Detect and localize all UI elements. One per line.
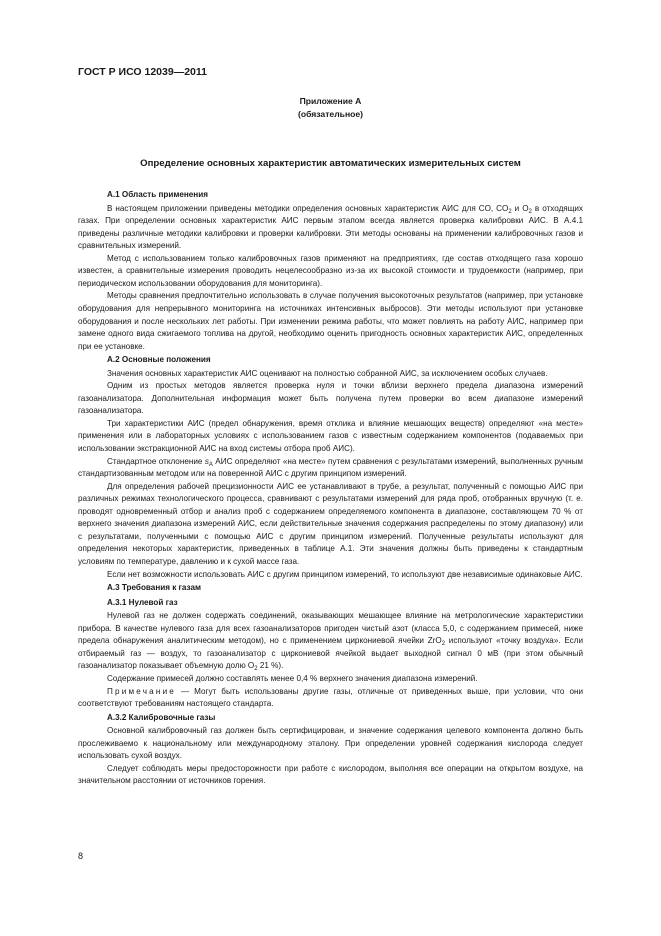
section-a32-paragraph-1: Основной калибровочный газ должен быть сертифицирован, и значение содержания целевого компонента должно быть прослеживаемо к национальному или международному эталону. При определении уровней содержания кислорода следует использовать сухой воздух. (78, 726, 583, 761)
section-a31-paragraph-2: Содержание примесей должно составлять менее 0,4 % верхнего значения диапазона измерений. (107, 673, 478, 683)
section-a2-heading: А.2 Основные положения (107, 355, 211, 365)
section-a3-heading: А.3 Требования к газам (107, 583, 202, 593)
section-a2-paragraph-3: Три характеристики АИС (предел обнаружения, время отклика и влияние мешающих веществ) определяют «на месте» применения или в лабораторных условиях с использованием газов с известным содержанием компонентов (подаваемых при использовании экстракционной АИС на вход системы отбора проб АИС). (78, 418, 583, 454)
section-a1-paragraph-2: Метод с использованием только калибровочных газов применяют на предприятиях, где состав отходящего газа хорошо известен, а сравнительные измерения проводить нецелесообразно из-за их высокой стоимости и трудоемкости (например, при периодическом использовании оборудования для мониторинга). (78, 253, 583, 288)
section-a2-paragraph-2: Одним из простых методов является проверка нуля и точки вблизи верхнего предела диапазона измерений газоанализатора. Дополнительная информация может быть получена путем проверки во всем диапазоне измерений газоанализатора. (78, 381, 583, 416)
section-a31-paragraph-1: Нулевой газ не должен содержать соединений, оказывающих мешающее влияние на метрологические характеристики прибора. В качестве нулевого газа для всех газоанализаторов пригоден чистый азот (класса 5,0, с содержанием примесей, ниже предела обнаружения аналитическим методом), но с применением циркониевой ячейки ZrO$_2$ используют «точку воздуха». Если отбираемый газ — воздух, то газоанализатор с циркониевой ячейкой выдает выходной сигнал 0 мВ (при этом обычный газоанализатор показывает объемную долю $O_2$ 21 %). (78, 611, 584, 673)
section-a32-paragraph-2: Следует соблюдать меры предосторожности при работе с кислородом, выполняя все операции на открытом воздухе, на значительном расстоянии от источников горения. (78, 763, 583, 786)
note-label: Примечание (107, 686, 177, 696)
annex-status: (обязательное) (297, 109, 364, 119)
main-title: Определение основных характеристик автоматических измерительных систем (140, 158, 521, 169)
section-a31-heading: А.3.1 Нулевой газ (107, 597, 178, 607)
section-a1-paragraph-3: Методы сравнения предпочтительно использовать в случае получения высокоточных результатов (например, при установке оборудования для непрерывного мониторинга на источниках интенсивных выбросов). Эти методы используют при установке оборудования и после нескольких лет работы. При изменении режима работы, что может повлиять на работу АИС, например при замене одного вида сжигаемого топлива на другой, необходимо оценить пригодность основных характеристик АИС, определенных при ее установке. (78, 291, 583, 351)
section-a2-paragraph-6: Если нет возможности использовать АИС с другим принципом измерений, то используют две независимые одинаковые АИС. (107, 569, 583, 579)
section-a32-heading: А.3.2 Калибровочные газы (107, 712, 216, 722)
section-a2-paragraph-1: Значения основных характеристик АИС оценивают на полностью собранной АИС, за исключением особых случаев. (107, 368, 548, 378)
document-header: ГОСТ Р ИСО 12039—2011 (78, 66, 207, 78)
section-a2-paragraph-5: Для определения рабочей прецизионности АИС ее устанавливают в трубе, а результат, полученный с помощью АИС при различных режимах технологического процесса, сравнивают с результатами измерений для ряда проб, отобранных вручную (т. е. проводят одновременный отбор и анализ проб с содержанием определяемого компонента в диапазоне, составляющем 70 % от верхнего значения диапазона измерений АИС, если действительные значения содержания распределены по этому диапазону) или с результатами, полученными с помощью АИС с другим принципом измерений. Полученные результаты используют для определения некоторых характеристик, приведенных в таблице А.1. Эти значения должны быть приведены к стандартным условиям по температуре, давлению и к сухой массе газа. (78, 481, 583, 566)
annex-title: Приложение А (299, 96, 362, 106)
section-a31-note: Примечание — Могут быть использованы другие газы, отличные от приведенных выше, при условии, что они соответствуют требованиям настоящего стандарта. (78, 686, 583, 709)
section-a1-paragraph-1: В настоящем приложении приведены методики определения основных характеристик АИС для CO, $CO_2$ и $O_2$ в отходящих газах. При определении основных характеристик АИС первым этапом всегда является проверка калибровки АИС. В А.4.1 приведены различные методики калибровки и проверки калибровки. Эти методы основаны на применении калибровочных газов и сравнительных измерений. (78, 203, 583, 251)
page-number: 8 (78, 851, 84, 861)
document-body (78, 188, 583, 788)
section-a1-heading: А.1 Область применения (107, 190, 208, 199)
section-a2-paragraph-4: Стандартное отклонение $s_A$ АИС определяют «на месте» путем сравнения с результатами измерений, выполненных ручным стандартизованным методом или на поверенной АИС с другим принципом измерений. (78, 456, 583, 479)
